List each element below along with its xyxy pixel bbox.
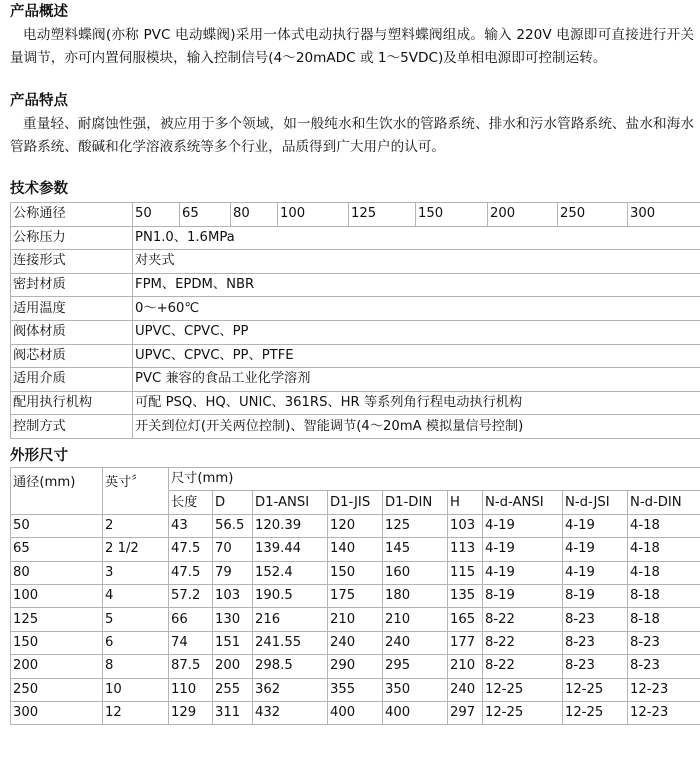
nominal-diameter-cell: 100 xyxy=(278,203,349,227)
table-cell: 190.5 xyxy=(253,584,328,607)
table-cell: 12-25 xyxy=(563,678,628,701)
table-cell: 290 xyxy=(328,655,383,678)
table-cell: 177 xyxy=(448,631,483,654)
table-cell: 10 xyxy=(103,678,169,701)
row-value: 可配 PSQ、HQ、UNIC、361RS、HR 等系列角行程电动执行机构 xyxy=(133,391,700,415)
table-cell: 12-25 xyxy=(563,701,628,724)
col-header: D1-DIN xyxy=(383,491,448,514)
dimensions-table xyxy=(10,467,700,725)
table-row xyxy=(11,320,700,344)
dimensions-heading: 外形尺寸 xyxy=(10,448,68,464)
row-value: FPM、EPDM、NBR xyxy=(133,273,700,297)
table-cell: 115 xyxy=(448,561,483,584)
table-cell: 140 xyxy=(328,538,383,561)
table-cell: 113 xyxy=(448,538,483,561)
table-cell: 240 xyxy=(328,631,383,654)
table-cell: 5 xyxy=(103,608,169,631)
table-row xyxy=(11,344,700,368)
features-paragraph: 重量轻、耐腐蚀性强，被应用于多个领域，如一般纯水和生饮水的管路系统、排水和污水管路系统、盐水和海水管路系统、酸碱和化学溶液系统等多个行业，品质得到广大用户的认可。 xyxy=(10,116,694,155)
table-cell: 74 xyxy=(169,631,213,654)
nominal-diameter-cell: 150 xyxy=(416,203,488,227)
table-cell: 125 xyxy=(11,608,103,631)
row-label: 适用温度 xyxy=(11,297,133,321)
col-header: D1-ANSI xyxy=(253,491,328,514)
table-row xyxy=(11,250,700,274)
dimensions-body xyxy=(11,514,700,725)
row-label: 公称通径 xyxy=(11,203,133,227)
table-cell: 8-23 xyxy=(563,608,628,631)
table-cell: 8-22 xyxy=(483,631,563,654)
table-cell: 200 xyxy=(11,655,103,678)
table-cell: 216 xyxy=(253,608,328,631)
row-label: 阀芯材质 xyxy=(11,344,133,368)
table-row xyxy=(11,584,700,607)
row-label: 阀体材质 xyxy=(11,320,133,344)
table-cell: 12-23 xyxy=(628,701,700,724)
table-cell: 165 xyxy=(448,608,483,631)
table-cell: 152.4 xyxy=(253,561,328,584)
table-cell: 47.5 xyxy=(169,538,213,561)
table-cell: 311 xyxy=(213,701,253,724)
overview-paragraph: 电动塑料蝶阀(亦称 PVC 电动蝶阀)采用一体式电动执行器与塑料蝶阀组成。输入 220V 电源即可直接进行开关量调节，亦可内置伺服模块，输入控制信号(4～20mADC 或 1～5VDC)及单相电源即可控制运转。 xyxy=(10,27,694,66)
table-cell: 135 xyxy=(448,584,483,607)
table-cell: 4-19 xyxy=(563,514,628,537)
nominal-diameter-cell: 250 xyxy=(558,203,628,227)
row-label: 连接形式 xyxy=(11,250,133,274)
nominal-diameter-cell: 200 xyxy=(488,203,558,227)
table-cell: 100 xyxy=(11,584,103,607)
row-value: UPVC、CPVC、PP xyxy=(133,320,700,344)
table-row xyxy=(11,608,700,631)
table-cell: 80 xyxy=(11,561,103,584)
table-row xyxy=(11,226,700,250)
table-cell: 8-18 xyxy=(628,584,700,607)
table-cell: 70 xyxy=(213,538,253,561)
table-cell: 210 xyxy=(448,655,483,678)
table-cell: 400 xyxy=(383,701,448,724)
table-cell: 160 xyxy=(383,561,448,584)
table-row xyxy=(11,297,700,321)
table-cell: 240 xyxy=(448,678,483,701)
nominal-diameter-cell: 80 xyxy=(231,203,278,227)
table-row xyxy=(11,701,700,724)
col-header-size-group: 尺寸(mm) xyxy=(169,468,700,491)
table-cell: 65 xyxy=(11,538,103,561)
col-header: 长度 xyxy=(169,491,213,514)
features-heading: 产品特点 xyxy=(10,93,68,109)
row-value: 开关到位灯(开关两位控制)、智能调节(4～20mA 模拟量信号控制) xyxy=(133,415,700,439)
table-cell: 4-19 xyxy=(563,561,628,584)
table-cell: 130 xyxy=(213,608,253,631)
table-cell: 355 xyxy=(328,678,383,701)
col-header-bore: 通径(mm) xyxy=(11,468,103,515)
nominal-diameter-cell: 300 xyxy=(628,203,700,227)
table-cell: 12-25 xyxy=(483,701,563,724)
row-label: 配用执行机构 xyxy=(11,391,133,415)
table-cell: 145 xyxy=(383,538,448,561)
table-cell: 2 xyxy=(103,514,169,537)
table-row xyxy=(11,514,700,537)
nominal-diameter-cell: 50 xyxy=(133,203,180,227)
table-cell: 6 xyxy=(103,631,169,654)
table-row xyxy=(11,415,700,439)
table-cell: 297 xyxy=(448,701,483,724)
table-cell: 400 xyxy=(328,701,383,724)
table-cell: 241.55 xyxy=(253,631,328,654)
row-label: 密封材质 xyxy=(11,273,133,297)
table-cell: 8-23 xyxy=(563,655,628,678)
row-label: 公称压力 xyxy=(11,226,133,250)
row-label: 适用介质 xyxy=(11,368,133,392)
table-row xyxy=(11,273,700,297)
table-cell: 8-19 xyxy=(483,584,563,607)
table-header-row xyxy=(11,468,700,491)
table-row xyxy=(11,678,700,701)
table-cell: 4-19 xyxy=(483,538,563,561)
table-cell: 125 xyxy=(383,514,448,537)
row-label: 控制方式 xyxy=(11,415,133,439)
table-cell: 110 xyxy=(169,678,213,701)
table-cell: 103 xyxy=(213,584,253,607)
col-header: H xyxy=(448,491,483,514)
col-header: D1-JIS xyxy=(328,491,383,514)
table-cell: 12 xyxy=(103,701,169,724)
table-cell: 150 xyxy=(328,561,383,584)
col-header: N-d-JSI xyxy=(563,491,628,514)
table-row xyxy=(11,561,700,584)
table-row xyxy=(11,391,700,415)
table-cell: 56.5 xyxy=(213,514,253,537)
table-cell: 350 xyxy=(383,678,448,701)
row-value: PVC 兼容的食品工业化学溶剂 xyxy=(133,368,700,392)
table-cell: 432 xyxy=(253,701,328,724)
col-header: D xyxy=(213,491,253,514)
table-row xyxy=(11,631,700,654)
table-cell: 295 xyxy=(383,655,448,678)
table-cell: 4-18 xyxy=(628,514,700,537)
table-cell: 300 xyxy=(11,701,103,724)
table-cell: 150 xyxy=(11,631,103,654)
table-cell: 8-23 xyxy=(628,631,700,654)
table-row xyxy=(11,368,700,392)
table-cell: 50 xyxy=(11,514,103,537)
table-cell: 8-22 xyxy=(483,608,563,631)
table-cell: 8-22 xyxy=(483,655,563,678)
tech-heading: 技术参数 xyxy=(10,181,68,197)
table-cell: 87.5 xyxy=(169,655,213,678)
tech-params-table xyxy=(10,202,700,439)
table-cell: 250 xyxy=(11,678,103,701)
table-cell: 103 xyxy=(448,514,483,537)
table-cell: 3 xyxy=(103,561,169,584)
table-cell: 139.44 xyxy=(253,538,328,561)
col-header: N-d-DIN xyxy=(628,491,700,514)
table-row xyxy=(11,655,700,678)
table-cell: 12-23 xyxy=(628,678,700,701)
row-value: 对夹式 xyxy=(133,250,700,274)
table-row xyxy=(11,538,700,561)
table-cell: 120.39 xyxy=(253,514,328,537)
table-cell: 47.5 xyxy=(169,561,213,584)
nominal-diameter-cell: 125 xyxy=(349,203,416,227)
table-cell: 8-18 xyxy=(628,608,700,631)
table-cell: 8-19 xyxy=(563,584,628,607)
overview-heading: 产品概述 xyxy=(10,4,68,20)
table-cell: 43 xyxy=(169,514,213,537)
row-value: UPVC、CPVC、PP、PTFE xyxy=(133,344,700,368)
table-cell: 4-19 xyxy=(483,561,563,584)
row-value: 0～+60℃ xyxy=(133,297,700,321)
table-cell: 200 xyxy=(213,655,253,678)
table-cell: 2 1/2 xyxy=(103,538,169,561)
table-cell: 57.2 xyxy=(169,584,213,607)
table-cell: 66 xyxy=(169,608,213,631)
table-row xyxy=(11,203,700,227)
col-header: N-d-ANSI xyxy=(483,491,563,514)
table-cell: 180 xyxy=(383,584,448,607)
table-cell: 362 xyxy=(253,678,328,701)
table-cell: 8-23 xyxy=(563,631,628,654)
table-cell: 129 xyxy=(169,701,213,724)
table-cell: 255 xyxy=(213,678,253,701)
table-cell: 240 xyxy=(383,631,448,654)
table-cell: 4-19 xyxy=(563,538,628,561)
table-cell: 298.5 xyxy=(253,655,328,678)
table-cell: 4-18 xyxy=(628,561,700,584)
table-cell: 4-18 xyxy=(628,538,700,561)
table-cell: 12-25 xyxy=(483,678,563,701)
table-cell: 175 xyxy=(328,584,383,607)
nominal-diameter-cell: 65 xyxy=(180,203,231,227)
table-cell: 210 xyxy=(328,608,383,631)
table-cell: 4 xyxy=(103,584,169,607)
col-header-inch: 英寸〞 xyxy=(103,468,169,515)
table-cell: 8 xyxy=(103,655,169,678)
table-cell: 79 xyxy=(213,561,253,584)
table-cell: 151 xyxy=(213,631,253,654)
table-cell: 120 xyxy=(328,514,383,537)
table-cell: 8-23 xyxy=(628,655,700,678)
row-value: PN1.0、1.6MPa xyxy=(133,226,700,250)
table-cell: 4-19 xyxy=(483,514,563,537)
table-cell: 210 xyxy=(383,608,448,631)
